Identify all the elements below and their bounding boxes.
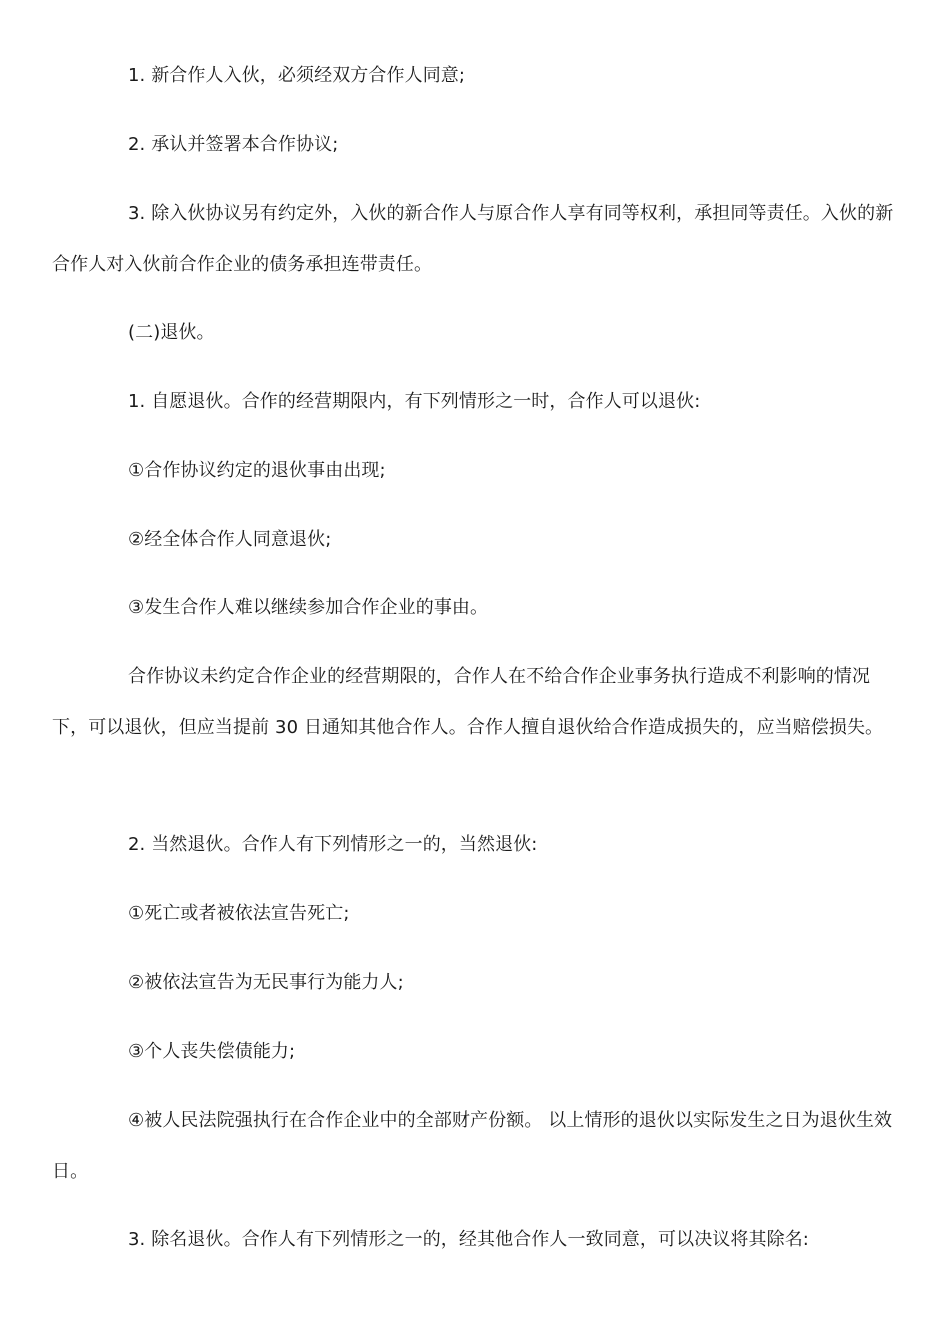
section-heading-withdrawal: (二)退伙。: [128, 322, 215, 343]
paragraph-2: 2. 承认并签署本合作协议;: [128, 134, 339, 155]
paragraph-automatic-withdrawal: 2. 当然退伙。合作人有下列情形之一的，当然退伙:: [128, 834, 538, 855]
list-item-3: ③发生合作人难以继续参加合作企业的事由。: [128, 597, 489, 618]
list-item-1: ①合作协议约定的退伙事由出现;: [128, 460, 386, 481]
paragraph-3: 3. 除入伙协议另有约定外，入伙的新合作人与原合作人享有同等权利，承担同等责任。入伙的新合作人对入伙前合作企业的债务承担连带责任。: [52, 203, 894, 275]
paragraph-1: 1. 新合作人入伙，必须经双方合作人同意;: [128, 65, 466, 86]
list-item-death: ①死亡或者被依法宣告死亡;: [128, 903, 350, 924]
paragraph-expulsion: 3. 除名退伙。合作人有下列情形之一的，经其他合作人一致同意，可以决议将其除名:: [128, 1229, 809, 1250]
list-item-2: ②经全体合作人同意退伙;: [128, 529, 332, 550]
list-item-insolvency: ③个人丧失偿债能力;: [128, 1041, 296, 1062]
paragraph-no-term: 合作协议未约定合作企业的经营期限的，合作人在不给合作企业事务执行造成不利影响的情况下，可以退伙，但应当提前 30 日通知其他合作人。合作人擅自退伙给合作造成损失的，应当赔偿损失。: [52, 666, 884, 738]
list-item-incapacity: ②被依法宣告为无民事行为能力人;: [128, 972, 404, 993]
list-item-court-enforcement: ④被人民法院强执行在合作企业中的全部财产份额。 以上情形的退伙以实际发生之日为退伙生效日。: [52, 1110, 893, 1182]
paragraph-voluntary-withdrawal: 1. 自愿退伙。合作的经营期限内，有下列情形之一时，合作人可以退伙:: [128, 391, 701, 412]
